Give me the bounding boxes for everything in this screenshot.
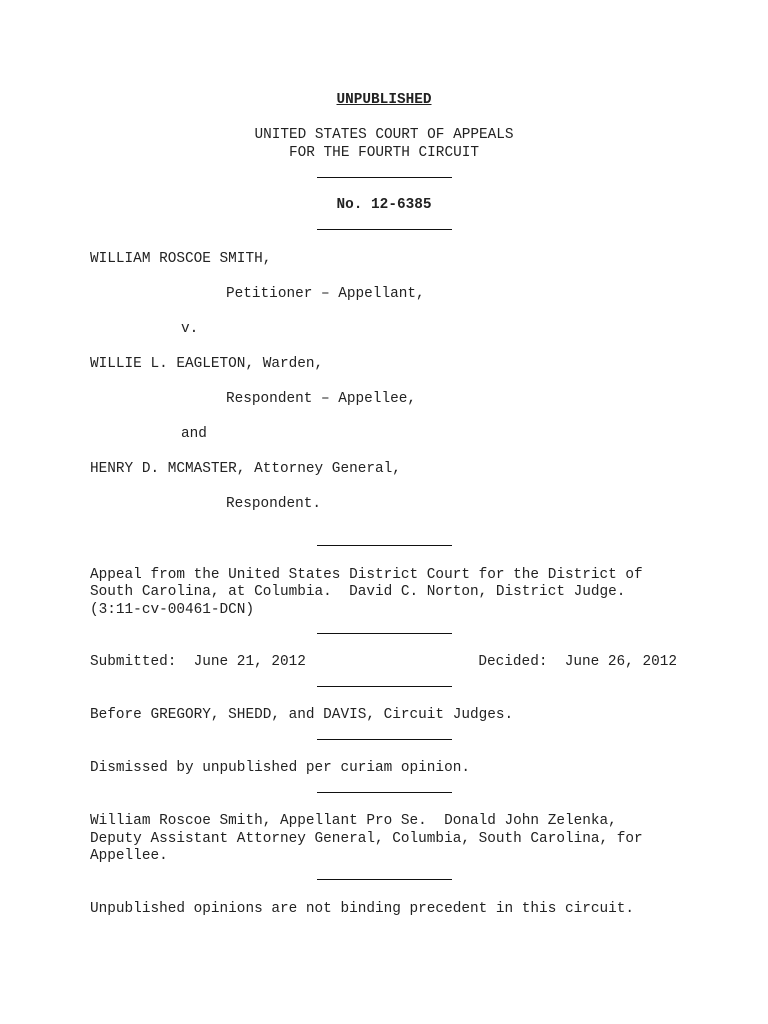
divider-rule — [317, 879, 452, 880]
divider-rule — [317, 633, 452, 634]
counsel-line-3: Appellee. — [90, 848, 168, 864]
respondent-2-role: Respondent. — [226, 496, 321, 512]
and-label: and — [181, 426, 207, 442]
appeal-line-2: South Carolina, at Columbia. David C. Norton, District Judge. — [90, 584, 626, 600]
divider-rule — [317, 792, 452, 793]
divider-rule — [317, 229, 452, 230]
disposition: Dismissed by unpublished per curiam opinion. — [90, 760, 470, 776]
counsel-line-2: Deputy Assistant Attorney General, Columbia, South Carolina, for — [90, 831, 643, 847]
decided-date: Decided: June 26, 2012 — [478, 654, 677, 670]
panel-judges: Before GREGORY, SHEDD, and DAVIS, Circuit Judges. — [90, 707, 514, 723]
petitioner-role: Petitioner – Appellant, — [226, 286, 425, 302]
respondent-1-name: WILLIE L. EAGLETON, Warden, — [90, 356, 324, 372]
precedent-note: Unpublished opinions are not binding precedent in this circuit. — [90, 901, 635, 917]
case-number: No. 12-6385 — [336, 197, 432, 213]
counsel-line-1: William Roscoe Smith, Appellant Pro Se. Donald John Zelenka, — [90, 813, 617, 829]
respondent-1-role: Respondent – Appellee, — [226, 391, 416, 407]
court-name-line1: UNITED STATES COURT OF APPEALS — [254, 127, 514, 143]
petitioner-name: WILLIAM ROSCOE SMITH, — [90, 251, 272, 267]
appeal-line-3: (3:11-cv-00461-DCN) — [90, 602, 255, 618]
respondent-2-name: HENRY D. MCMASTER, Attorney General, — [90, 461, 401, 477]
versus-label: v. — [181, 321, 199, 337]
divider-rule — [317, 177, 452, 178]
court-name-line2: FOR THE FOURTH CIRCUIT — [289, 145, 479, 161]
divider-rule — [317, 686, 452, 687]
dates-row — [90, 654, 677, 672]
submitted-date: Submitted: June 21, 2012 — [90, 654, 306, 670]
divider-rule — [317, 739, 452, 740]
unpublished-heading: UNPUBLISHED — [336, 92, 432, 108]
appeal-line-1: Appeal from the United States District Court for the District of — [90, 567, 643, 583]
divider-rule — [317, 545, 452, 546]
